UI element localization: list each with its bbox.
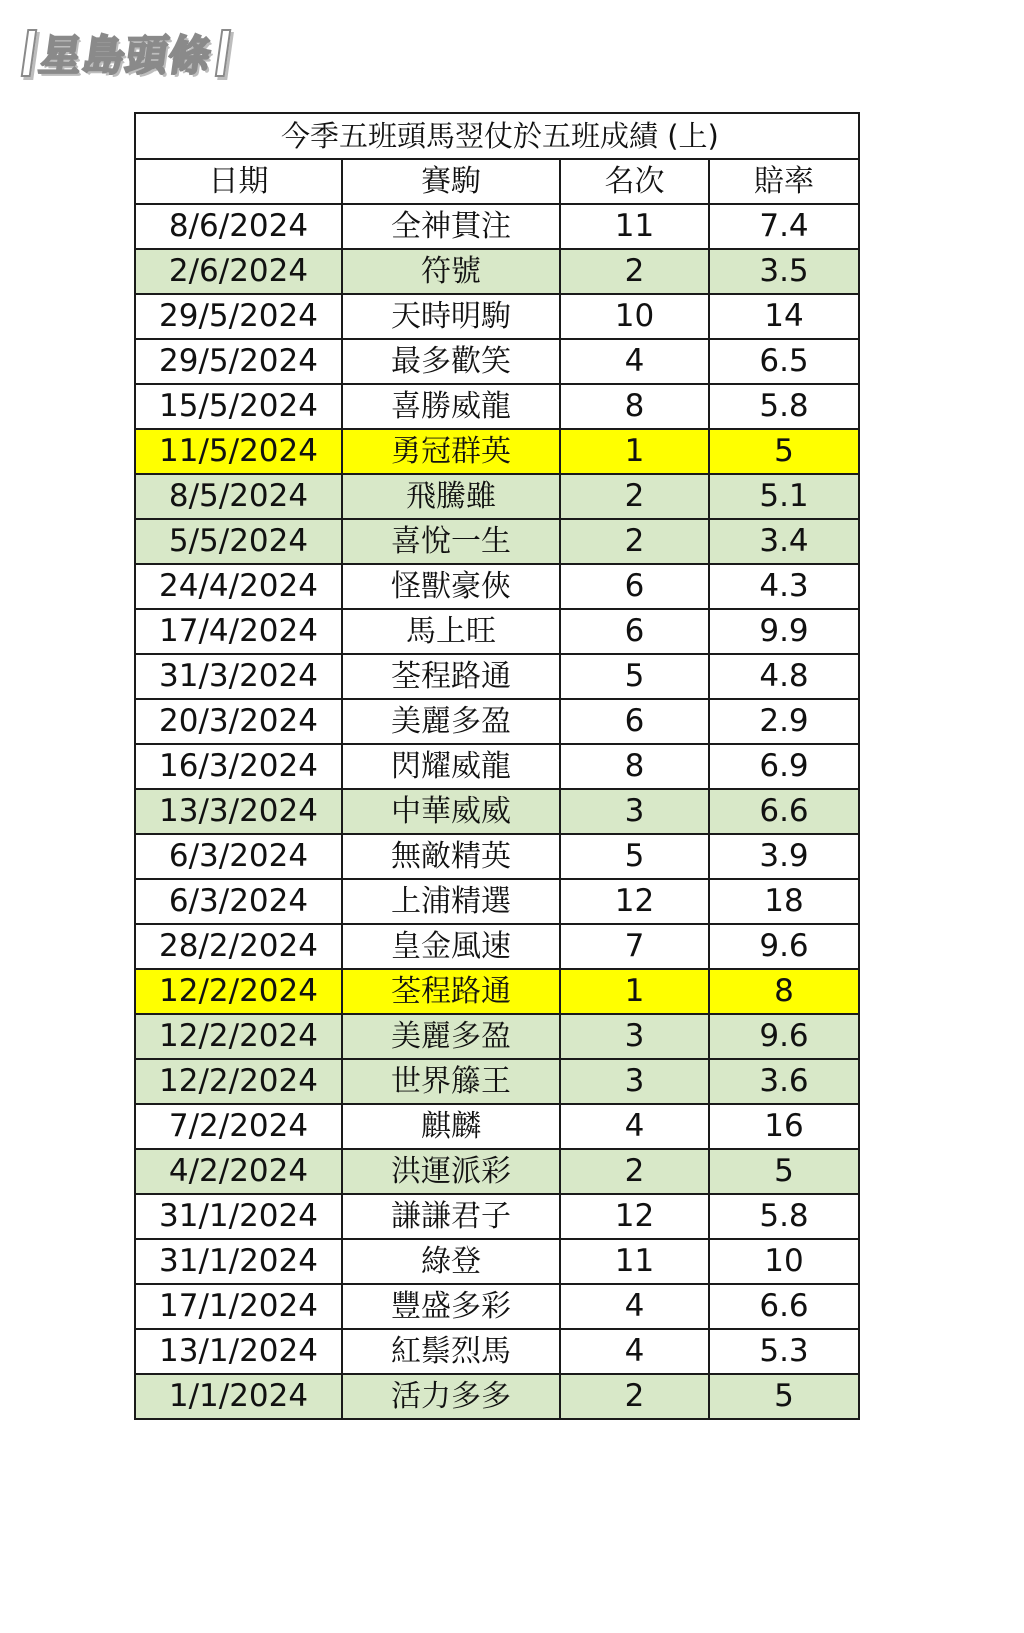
header-odds: 賠率 bbox=[709, 159, 859, 204]
cell-odds: 6.6 bbox=[709, 789, 859, 834]
cell-horse: 豐盛多彩 bbox=[342, 1284, 560, 1329]
cell-horse: 皇金風速 bbox=[342, 924, 560, 969]
cell-date: 16/3/2024 bbox=[135, 744, 342, 789]
table-body bbox=[135, 204, 859, 1419]
cell-date: 6/3/2024 bbox=[135, 879, 342, 924]
cell-place: 5 bbox=[560, 654, 709, 699]
cell-date: 15/5/2024 bbox=[135, 384, 342, 429]
cell-place: 11 bbox=[560, 1239, 709, 1284]
cell-date: 13/1/2024 bbox=[135, 1329, 342, 1374]
cell-horse: 符號 bbox=[342, 249, 560, 294]
cell-place: 2 bbox=[560, 1374, 709, 1419]
cell-odds: 6.5 bbox=[709, 339, 859, 384]
cell-horse: 勇冠群英 bbox=[342, 429, 560, 474]
cell-date: 20/3/2024 bbox=[135, 699, 342, 744]
cell-place: 4 bbox=[560, 339, 709, 384]
header-place: 名次 bbox=[560, 159, 709, 204]
cell-horse: 閃耀威龍 bbox=[342, 744, 560, 789]
cell-horse: 荃程路通 bbox=[342, 654, 560, 699]
table-row bbox=[135, 1329, 859, 1374]
cell-date: 31/1/2024 bbox=[135, 1194, 342, 1239]
cell-odds: 9.6 bbox=[709, 924, 859, 969]
cell-place: 8 bbox=[560, 384, 709, 429]
cell-place: 6 bbox=[560, 609, 709, 654]
cell-date: 31/3/2024 bbox=[135, 654, 342, 699]
cell-date: 31/1/2024 bbox=[135, 1239, 342, 1284]
cell-horse: 全神貫注 bbox=[342, 204, 560, 249]
cell-horse: 喜勝威龍 bbox=[342, 384, 560, 429]
cell-date: 8/5/2024 bbox=[135, 474, 342, 519]
cell-odds: 3.9 bbox=[709, 834, 859, 879]
cell-date: 12/2/2024 bbox=[135, 1014, 342, 1059]
table-title: 今季五班頭馬翌仗於五班成績 (上) bbox=[135, 113, 859, 159]
cell-horse: 飛騰雖 bbox=[342, 474, 560, 519]
cell-odds: 18 bbox=[709, 879, 859, 924]
table-row bbox=[135, 294, 859, 339]
cell-odds: 5 bbox=[709, 429, 859, 474]
cell-odds: 6.9 bbox=[709, 744, 859, 789]
cell-date: 1/1/2024 bbox=[135, 1374, 342, 1419]
table-row bbox=[135, 519, 859, 564]
table-row bbox=[135, 1239, 859, 1284]
cell-place: 4 bbox=[560, 1284, 709, 1329]
cell-place: 2 bbox=[560, 1149, 709, 1194]
cell-place: 3 bbox=[560, 789, 709, 834]
table-header-row bbox=[135, 159, 859, 204]
cell-date: 17/1/2024 bbox=[135, 1284, 342, 1329]
cell-date: 12/2/2024 bbox=[135, 1059, 342, 1104]
cell-place: 1 bbox=[560, 429, 709, 474]
cell-place: 2 bbox=[560, 474, 709, 519]
table-title-row bbox=[135, 113, 859, 159]
logo-right-bar bbox=[215, 29, 232, 77]
cell-date: 28/2/2024 bbox=[135, 924, 342, 969]
cell-odds: 4.8 bbox=[709, 654, 859, 699]
table-row bbox=[135, 924, 859, 969]
table-row bbox=[135, 1149, 859, 1194]
table-row bbox=[135, 1014, 859, 1059]
cell-horse: 喜悅一生 bbox=[342, 519, 560, 564]
cell-horse: 美麗多盈 bbox=[342, 1014, 560, 1059]
cell-date: 5/5/2024 bbox=[135, 519, 342, 564]
cell-horse: 紅鬃烈馬 bbox=[342, 1329, 560, 1374]
cell-horse: 麒麟 bbox=[342, 1104, 560, 1149]
cell-date: 12/2/2024 bbox=[135, 969, 342, 1014]
cell-odds: 9.9 bbox=[709, 609, 859, 654]
header-horse: 賽駒 bbox=[342, 159, 560, 204]
cell-horse: 荃程路通 bbox=[342, 969, 560, 1014]
cell-place: 3 bbox=[560, 1014, 709, 1059]
cell-place: 7 bbox=[560, 924, 709, 969]
table-row bbox=[135, 1104, 859, 1149]
cell-place: 5 bbox=[560, 834, 709, 879]
cell-place: 2 bbox=[560, 249, 709, 294]
table-row bbox=[135, 699, 859, 744]
cell-odds: 7.4 bbox=[709, 204, 859, 249]
table-row bbox=[135, 249, 859, 294]
cell-horse: 中華威威 bbox=[342, 789, 560, 834]
cell-odds: 5.3 bbox=[709, 1329, 859, 1374]
table-row bbox=[135, 1374, 859, 1419]
table-row bbox=[135, 429, 859, 474]
table-row bbox=[135, 654, 859, 699]
cell-odds: 3.5 bbox=[709, 249, 859, 294]
table-row bbox=[135, 564, 859, 609]
cell-place: 3 bbox=[560, 1059, 709, 1104]
cell-place: 11 bbox=[560, 204, 709, 249]
cell-place: 6 bbox=[560, 564, 709, 609]
cell-odds: 3.4 bbox=[709, 519, 859, 564]
header-date: 日期 bbox=[135, 159, 342, 204]
table-row bbox=[135, 969, 859, 1014]
cell-date: 13/3/2024 bbox=[135, 789, 342, 834]
cell-horse: 世界籐王 bbox=[342, 1059, 560, 1104]
cell-place: 1 bbox=[560, 969, 709, 1014]
table-row bbox=[135, 339, 859, 384]
cell-horse: 謙謙君子 bbox=[342, 1194, 560, 1239]
cell-odds: 8 bbox=[709, 969, 859, 1014]
cell-horse: 美麗多盈 bbox=[342, 699, 560, 744]
cell-odds: 4.3 bbox=[709, 564, 859, 609]
cell-horse: 洪運派彩 bbox=[342, 1149, 560, 1194]
cell-date: 17/4/2024 bbox=[135, 609, 342, 654]
cell-date: 24/4/2024 bbox=[135, 564, 342, 609]
cell-date: 11/5/2024 bbox=[135, 429, 342, 474]
cell-odds: 5.1 bbox=[709, 474, 859, 519]
cell-odds: 16 bbox=[709, 1104, 859, 1149]
cell-date: 4/2/2024 bbox=[135, 1149, 342, 1194]
cell-date: 2/6/2024 bbox=[135, 249, 342, 294]
cell-horse: 怪獸豪俠 bbox=[342, 564, 560, 609]
cell-odds: 5 bbox=[709, 1149, 859, 1194]
cell-place: 12 bbox=[560, 1194, 709, 1239]
table-row bbox=[135, 204, 859, 249]
cell-place: 8 bbox=[560, 744, 709, 789]
logo-text: 星島頭條 bbox=[36, 31, 216, 80]
table-row bbox=[135, 1284, 859, 1329]
table-row bbox=[135, 1059, 859, 1104]
cell-place: 6 bbox=[560, 699, 709, 744]
brand-logo bbox=[14, 26, 238, 80]
cell-odds: 3.6 bbox=[709, 1059, 859, 1104]
cell-date: 6/3/2024 bbox=[135, 834, 342, 879]
cell-place: 4 bbox=[560, 1104, 709, 1149]
cell-horse: 活力多多 bbox=[342, 1374, 560, 1419]
cell-odds: 10 bbox=[709, 1239, 859, 1284]
table-row bbox=[135, 1194, 859, 1239]
table-row bbox=[135, 384, 859, 429]
cell-date: 29/5/2024 bbox=[135, 339, 342, 384]
cell-horse: 上浦精選 bbox=[342, 879, 560, 924]
cell-date: 29/5/2024 bbox=[135, 294, 342, 339]
cell-horse: 馬上旺 bbox=[342, 609, 560, 654]
table-row bbox=[135, 789, 859, 834]
cell-odds: 5 bbox=[709, 1374, 859, 1419]
cell-odds: 6.6 bbox=[709, 1284, 859, 1329]
cell-odds: 14 bbox=[709, 294, 859, 339]
cell-odds: 5.8 bbox=[709, 1194, 859, 1239]
results-table bbox=[134, 112, 860, 1420]
table-row bbox=[135, 609, 859, 654]
cell-place: 12 bbox=[560, 879, 709, 924]
cell-horse: 綠登 bbox=[342, 1239, 560, 1284]
table-row bbox=[135, 834, 859, 879]
table-row bbox=[135, 474, 859, 519]
table-row bbox=[135, 744, 859, 789]
table-row bbox=[135, 879, 859, 924]
cell-date: 7/2/2024 bbox=[135, 1104, 342, 1149]
cell-odds: 9.6 bbox=[709, 1014, 859, 1059]
cell-odds: 2.9 bbox=[709, 699, 859, 744]
cell-place: 10 bbox=[560, 294, 709, 339]
cell-horse: 無敵精英 bbox=[342, 834, 560, 879]
logo-left-bar bbox=[21, 29, 38, 77]
cell-horse: 天時明駒 bbox=[342, 294, 560, 339]
cell-place: 4 bbox=[560, 1329, 709, 1374]
cell-odds: 5.8 bbox=[709, 384, 859, 429]
cell-horse: 最多歡笑 bbox=[342, 339, 560, 384]
cell-date: 8/6/2024 bbox=[135, 204, 342, 249]
cell-place: 2 bbox=[560, 519, 709, 564]
